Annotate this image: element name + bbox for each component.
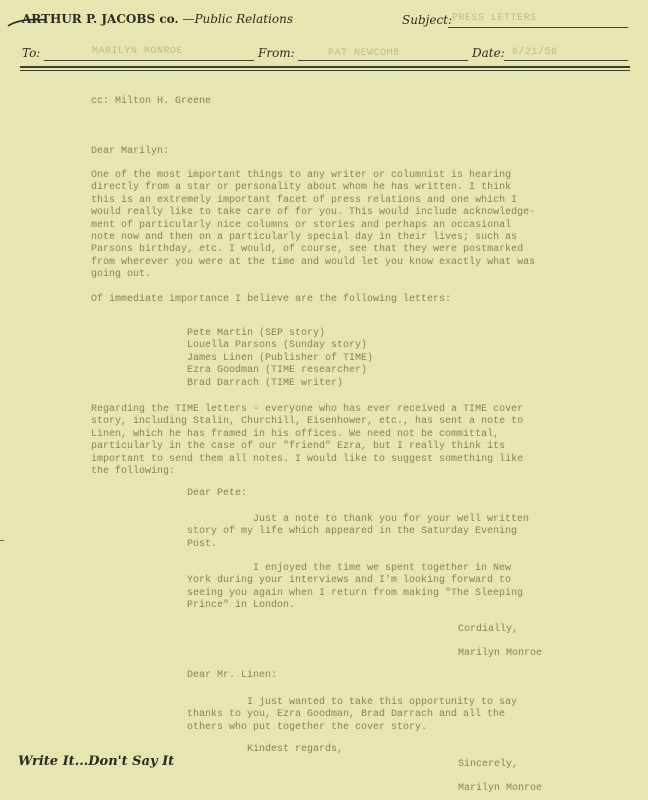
d2p1-line: thanks to you, Ezra Goodman, Brad Darrach and all the bbox=[187, 709, 506, 721]
draft-1-paragraph-2 bbox=[187, 563, 523, 613]
draft-2-signature: Marilyn Monroe bbox=[458, 783, 543, 794]
date-rule bbox=[504, 60, 628, 61]
draft-2-closing-left: Kindest regards, bbox=[247, 744, 344, 755]
paragraph-1 bbox=[91, 170, 535, 282]
date-label: Date: bbox=[472, 46, 505, 60]
date-value: 6/21/56 bbox=[512, 47, 558, 58]
draft-2-closing: Sincerely, bbox=[458, 759, 519, 770]
d2p1-line: I just wanted to take this opportunity to say bbox=[247, 697, 518, 708]
p1-line: note now and then on a particularly special day in their lives; such as bbox=[91, 232, 518, 244]
p1-line: directly from a star or personality about whom he has written. I think bbox=[91, 182, 512, 194]
p1-line: this is an extremely important facet of press relations and one which I bbox=[91, 194, 518, 206]
subject-value: PRESS LETTERS bbox=[452, 13, 537, 24]
paragraph-2: Of immediate importance I believe are the following letters: bbox=[91, 294, 452, 305]
from-value: PAT NEWCOMB bbox=[328, 48, 400, 59]
d1p2-line: York during your interviews and I'm looking forward to bbox=[187, 575, 512, 587]
p1-line: would really like to take care of for you. This would include acknowledge- bbox=[91, 207, 536, 219]
to-label: To: bbox=[22, 46, 41, 60]
p3-line: story, including Stalin, Churchill, Eisenhower, etc., has sent a note to bbox=[91, 416, 524, 428]
d1p1-line: story of my life which appeared in the Saturday Evening bbox=[187, 526, 518, 538]
from-label: From: bbox=[258, 46, 295, 60]
recipient-item: Brad Darrach (TIME writer) bbox=[187, 377, 344, 389]
draft-2-salutation: Dear Mr. Linen: bbox=[187, 670, 278, 681]
draft-1-closing: Cordially, bbox=[458, 624, 519, 635]
p1-line: One of the most important things to any writer or columnist is hearing bbox=[91, 170, 512, 181]
d1p2-line: seeing you again when I return from making "The Sleeping bbox=[187, 587, 524, 599]
draft-1-salutation: Dear Pete: bbox=[187, 488, 248, 499]
margin-tick bbox=[0, 540, 4, 541]
draft-1-paragraph-1 bbox=[187, 514, 529, 551]
footer-slogan: Write It...Don't Say It bbox=[18, 754, 175, 769]
d1p2-line: I enjoyed the time we spent together in New bbox=[253, 563, 512, 574]
company-name: ARTHUR P. JACOBS co. —Public Relations bbox=[22, 12, 294, 26]
p3-line: Linen, which he has framed in his offices. We need not be committal, bbox=[91, 428, 500, 440]
d1p2-line: Prince" in London. bbox=[187, 600, 296, 612]
p1-line: ment of particularly nice columns or stories and perhaps an occasional bbox=[91, 219, 512, 231]
recipient-item: Ezra Goodman (TIME researcher) bbox=[187, 365, 368, 377]
to-value: MARILYN MONROE bbox=[92, 46, 184, 57]
to-rule bbox=[44, 60, 254, 61]
recipient-item: James Linen (Publisher of TIME) bbox=[187, 352, 374, 364]
p3-line: Regarding the TIME letters - everyone who has ever received a TIME cover bbox=[91, 404, 524, 415]
cc-line: cc: Milton H. Greene bbox=[91, 96, 212, 107]
recipient-list bbox=[187, 328, 373, 390]
p3-line: particularly in the case of our "friend" Ezra, but I really think its bbox=[91, 441, 506, 453]
paragraph-3 bbox=[91, 404, 523, 478]
p3-line: important to send them all notes. I would like to suggest something like bbox=[91, 453, 524, 465]
d1p1-line: Just a note to thank you for your well written bbox=[253, 514, 530, 525]
letterhead bbox=[0, 0, 648, 75]
draft-2-paragraph-1 bbox=[187, 697, 517, 734]
d1p1-line: Post. bbox=[187, 538, 218, 550]
header-separator-thin bbox=[20, 70, 630, 71]
p3-line: the following: bbox=[91, 466, 176, 478]
subject-rule bbox=[448, 27, 628, 28]
recipient-item: Pete Martin (SEP story) bbox=[187, 328, 326, 339]
from-rule bbox=[298, 60, 468, 61]
p1-line: from wherever you were at the time and would let you know exactly what was bbox=[91, 256, 536, 268]
p1-line: Parsons birthday, etc. I would, of course, see that they were postmarked bbox=[91, 244, 524, 256]
p1-line: going out. bbox=[91, 269, 152, 281]
d2p1-line: others who put together the cover story. bbox=[187, 721, 428, 733]
subject-label: Subject: bbox=[402, 13, 453, 27]
salutation: Dear Marilyn: bbox=[91, 146, 170, 157]
recipient-item: Louella Parsons (Sunday story) bbox=[187, 340, 368, 352]
draft-1-signature: Marilyn Monroe bbox=[458, 648, 543, 659]
header-separator bbox=[20, 66, 630, 68]
